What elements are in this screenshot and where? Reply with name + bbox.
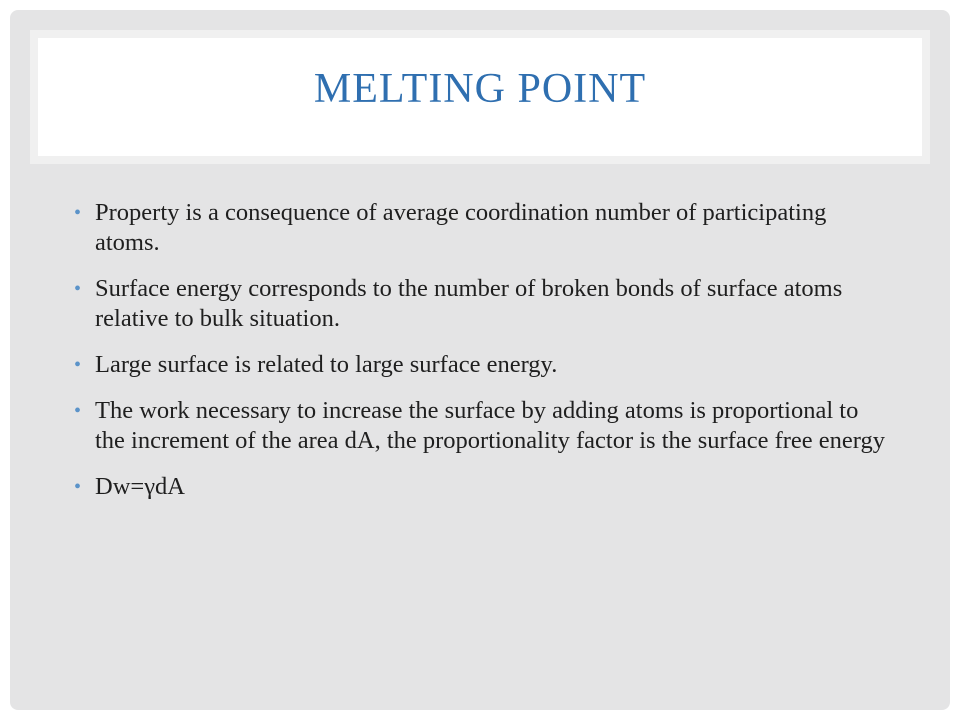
bullet-text: Dw=γdA	[95, 473, 185, 500]
bullet-item	[74, 472, 894, 502]
slide-title: MELTING POINT	[313, 66, 647, 112]
bullet-item	[74, 274, 894, 334]
bullet-text: Large surface is related to large surface energy.	[95, 351, 558, 378]
bullet-text: The work necessary to increase the surface by adding atoms is proportional to the increment of the area dA, the proportionality factor is the surface free energy	[95, 397, 886, 454]
slide	[10, 10, 950, 710]
bullet-item	[74, 350, 894, 380]
bullet-dot-icon: •	[74, 476, 82, 498]
bullet-dot-icon: •	[74, 278, 82, 300]
bullet-dot-icon: •	[74, 354, 82, 376]
bullet-item	[74, 396, 894, 456]
bullet-list	[74, 198, 894, 518]
bullet-dot-icon: •	[74, 400, 82, 422]
bullet-dot-icon: •	[74, 202, 82, 224]
bullet-text: Surface energy corresponds to the number of broken bonds of surface atoms relative to bulk situation.	[95, 275, 843, 332]
bullet-text: Property is a consequence of average coordination number of participating atoms.	[95, 199, 827, 256]
bullet-item	[74, 198, 894, 258]
